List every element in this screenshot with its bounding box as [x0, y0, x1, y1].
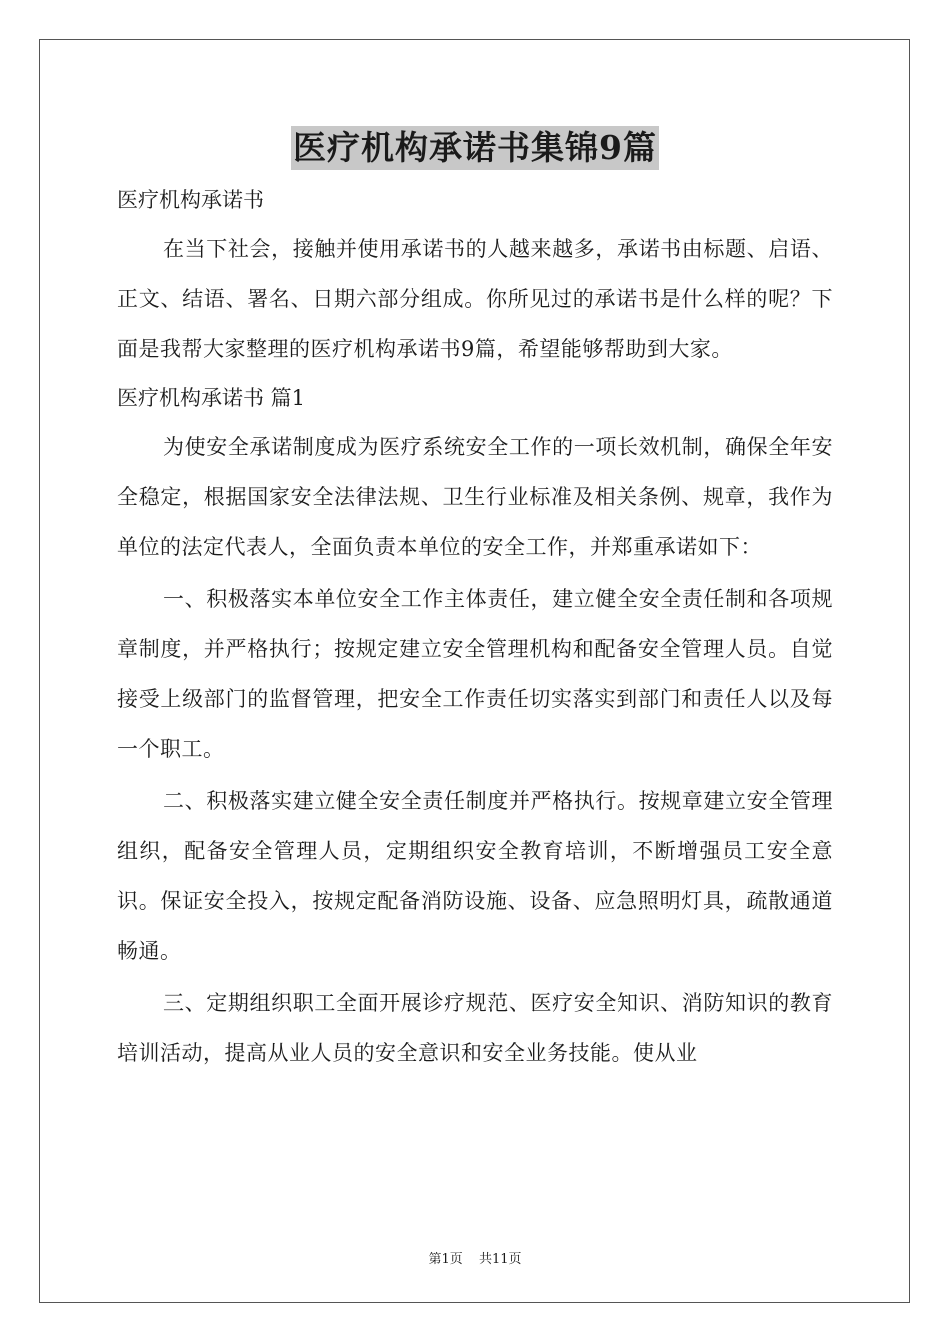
body-paragraph: 为使安全承诺制度成为医疗系统安全工作的一项长效机制，确保全年安全稳定，根据国家安全法律法规、卫生行业标准及相关条例、规章，我作为单位的法定代表人，全面负责本单位的安全工作，并郑重承诺如下：: [117, 435, 833, 559]
body-paragraph: 三、定期组织职工全面开展诊疗规范、医疗安全知识、消防知识的教育培训活动，提高从业人员的安全意识和安全业务技能。使从业: [117, 991, 833, 1065]
document-body: [117, 178, 833, 1080]
section-heading: 医疗机构承诺书 篇1: [117, 386, 306, 410]
body-paragraph: 一、积极落实本单位安全工作主体责任，建立健全安全责任制和各项规章制度，并严格执行；按规定建立安全管理机构和配备安全管理人员。自觉接受上级部门的监督管理，把安全工作责任切实落实到部门和责任人以及每一个职工。: [117, 587, 833, 761]
page-number: 第1页: [428, 1252, 463, 1267]
title-container: [0, 126, 950, 170]
page-total: 共11页: [478, 1252, 522, 1267]
page-footer: [0, 1248, 950, 1267]
intro-paragraph: 在当下社会，接触并使用承诺书的人越来越多，承诺书由标题、启语、正文、结语、署名、日期六部分组成。你所见过的承诺书是什么样的呢？下面是我帮大家整理的医疗机构承诺书9篇，希望能够帮助到大家。: [117, 237, 833, 361]
document-title: 医疗机构承诺书集锦9篇: [291, 126, 659, 170]
body-paragraph: 二、积极落实建立健全安全责任制度并严格执行。按规章建立安全管理组织，配备安全管理人员，定期组织安全教育培训，不断增强员工安全意识。保证安全投入，按规定配备消防设施、设备、应急照明灯具，疏散通道畅通。: [117, 789, 833, 963]
document-subtitle: 医疗机构承诺书: [117, 188, 264, 212]
